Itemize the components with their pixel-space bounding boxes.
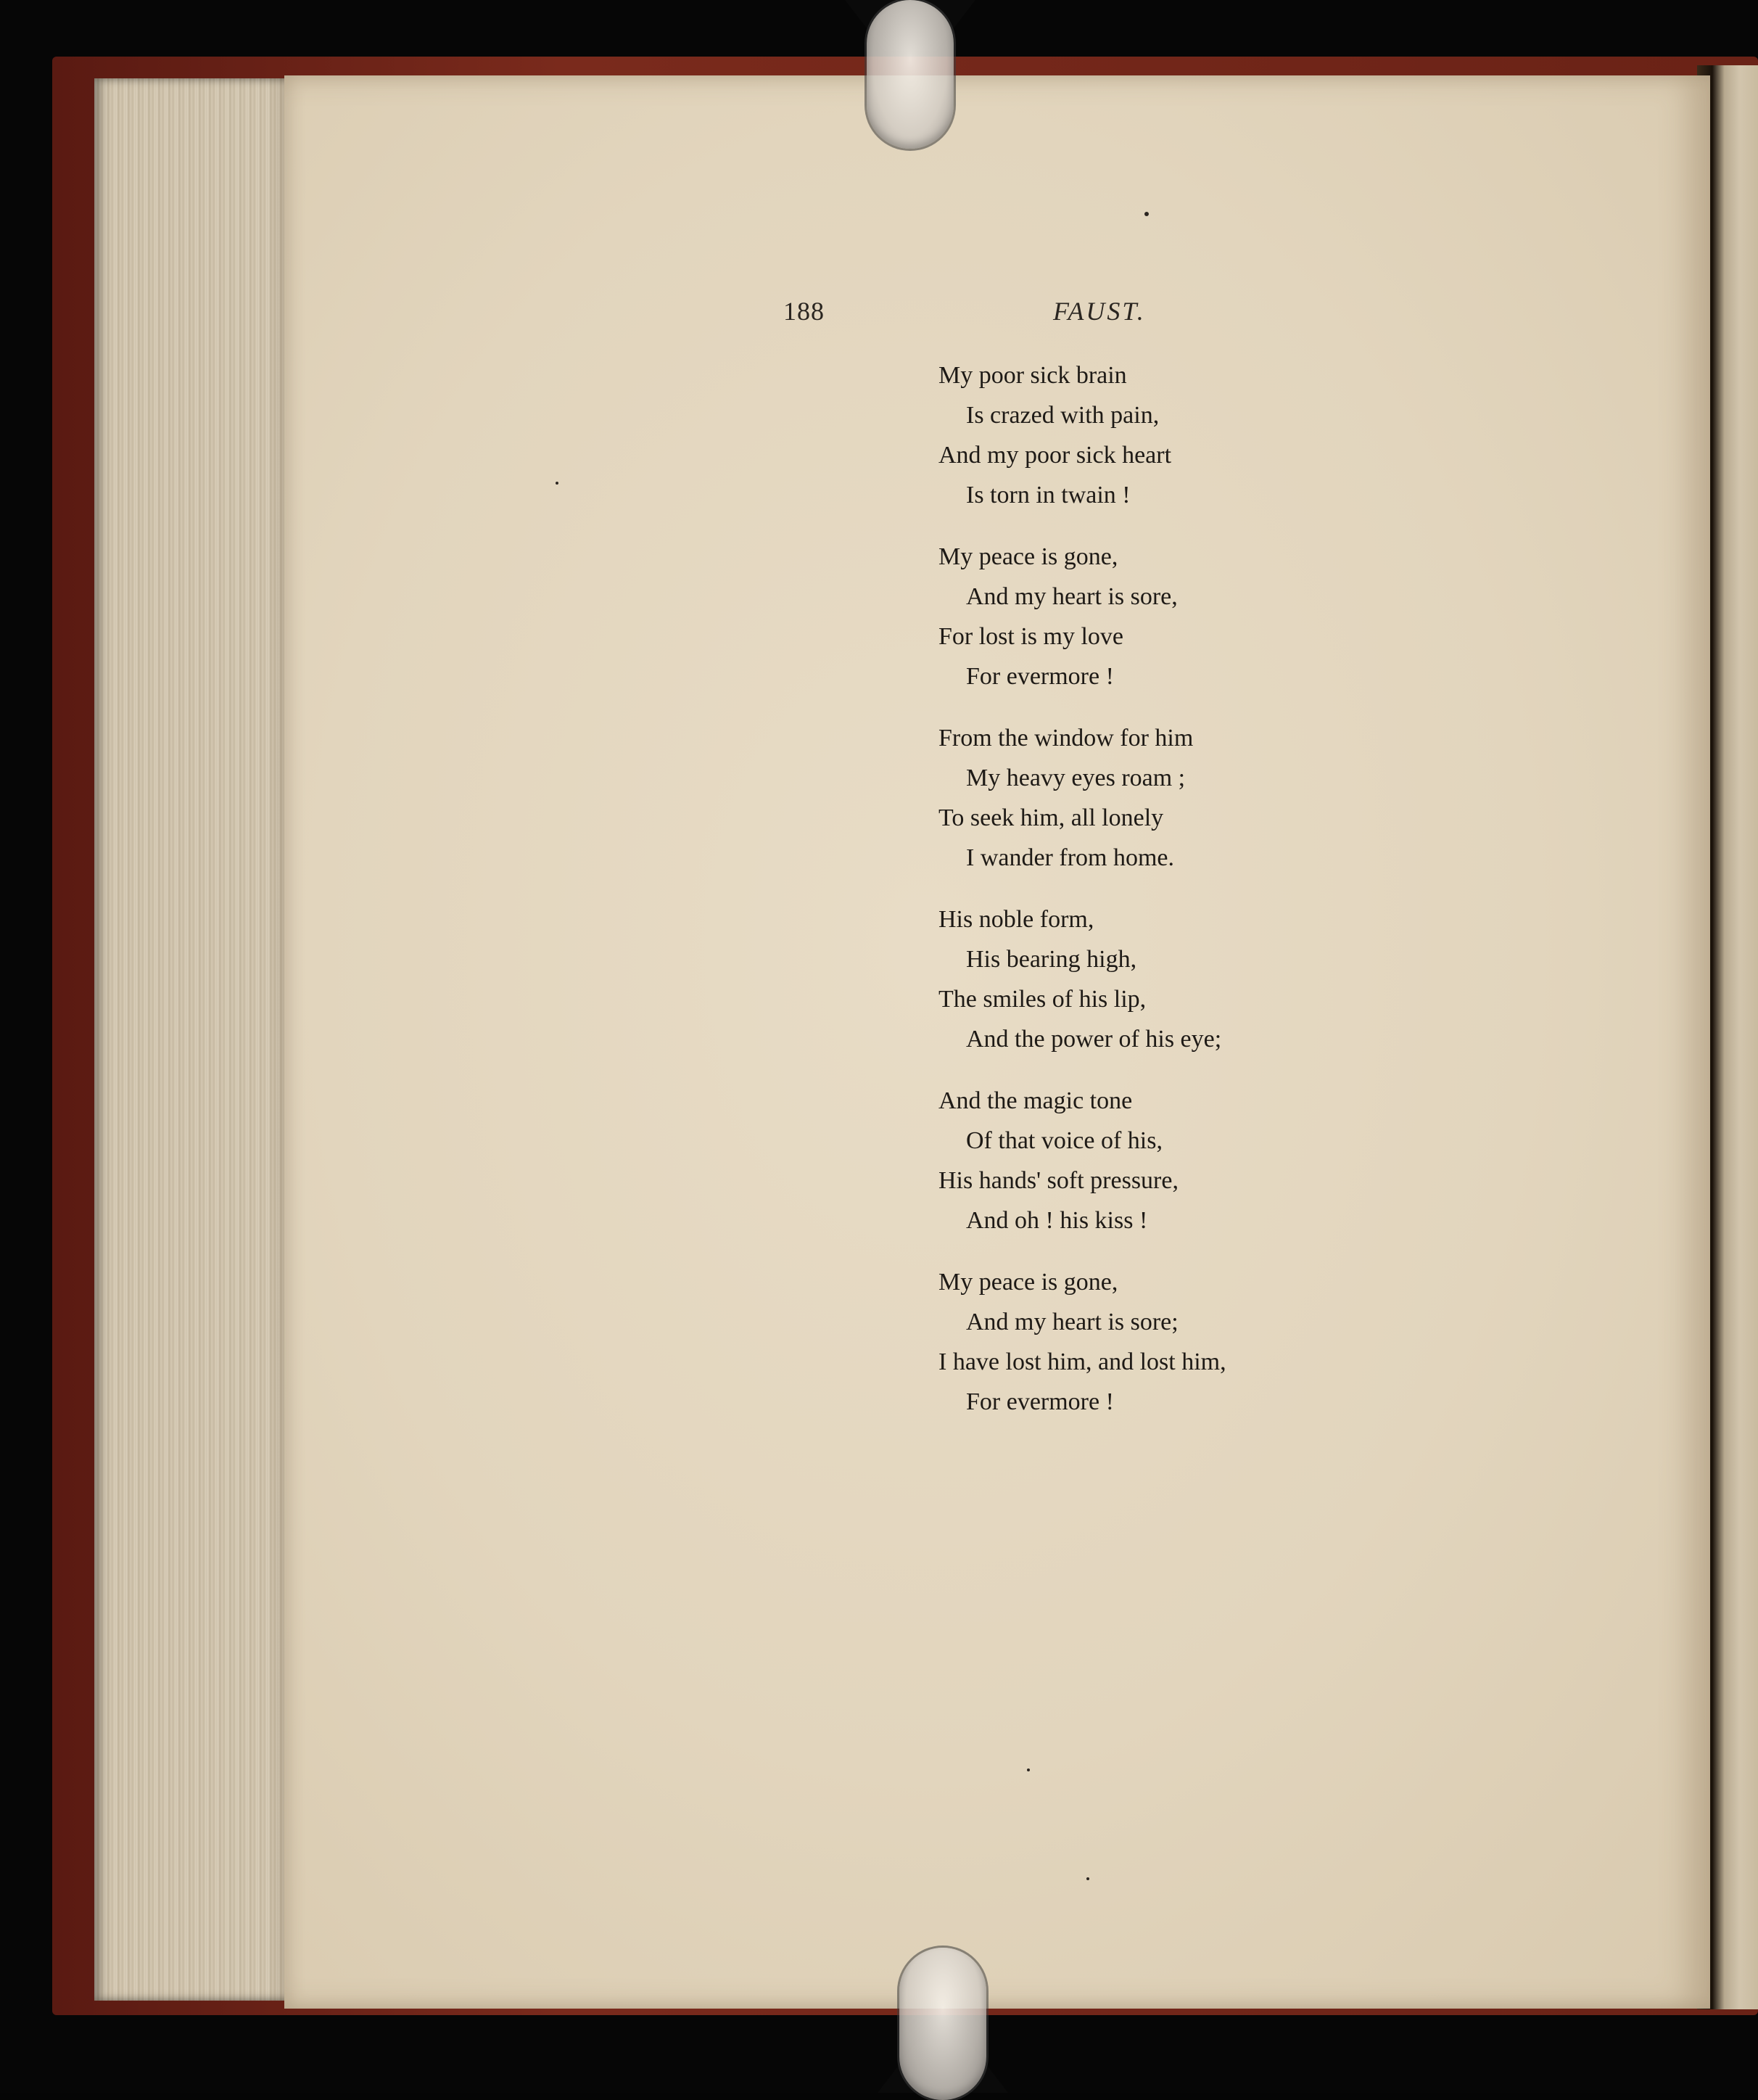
poem-line: His hands' soft pressure, (938, 1167, 1179, 1194)
poem-line: And my heart is sore; (966, 1309, 1179, 1335)
stanza (938, 355, 1446, 515)
page-clip-top (867, 0, 954, 149)
poem-line: I have lost him, and lost him, (938, 1348, 1226, 1375)
poem-line: I wander from home. (966, 844, 1175, 871)
poem-line: And my poor sick heart (938, 442, 1172, 469)
poem-line: For lost is my love (938, 623, 1124, 650)
poem-line: My heavy eyes roam ; (966, 765, 1186, 791)
ink-speck (556, 482, 558, 485)
stanza (938, 1262, 1446, 1422)
poem-line: From the window for him (938, 725, 1194, 752)
page-edges (94, 78, 297, 2001)
poem-line: To seek him, all lonely (938, 804, 1164, 831)
stanza (938, 899, 1446, 1059)
poem-line: For evermore ! (966, 1388, 1114, 1415)
poem-line: My peace is gone, (938, 1269, 1118, 1296)
poem-line: For evermore ! (966, 663, 1114, 690)
running-head (783, 296, 1160, 332)
poem-line: My poor sick brain (938, 362, 1127, 389)
ink-speck (1144, 212, 1149, 216)
poem-line: My peace is gone, (938, 543, 1118, 570)
stanza (938, 537, 1446, 696)
poem-line: And oh ! his kiss ! (966, 1207, 1148, 1234)
poem-line: And the magic tone (938, 1087, 1133, 1114)
stanza (938, 1081, 1446, 1240)
stanza (938, 718, 1446, 878)
ink-speck (1027, 1768, 1030, 1771)
poem-line: Is crazed with pain, (966, 402, 1160, 429)
poem-line: Is torn in twain ! (966, 482, 1131, 508)
poem-line: The smiles of his lip, (938, 986, 1147, 1013)
poem-line: And the power of his eye; (966, 1026, 1222, 1053)
poem-line: His noble form, (938, 906, 1094, 933)
ink-speck (1086, 1877, 1089, 1880)
page-number: 188 (783, 297, 825, 326)
poem-line: Of that voice of his, (966, 1127, 1163, 1154)
running-title: FAUST. (1053, 297, 1146, 326)
poem-line: And my heart is sore, (966, 583, 1178, 610)
poem (938, 355, 1446, 1444)
poem-line: His bearing high, (966, 946, 1137, 973)
page-clip-bottom (899, 1948, 986, 2100)
